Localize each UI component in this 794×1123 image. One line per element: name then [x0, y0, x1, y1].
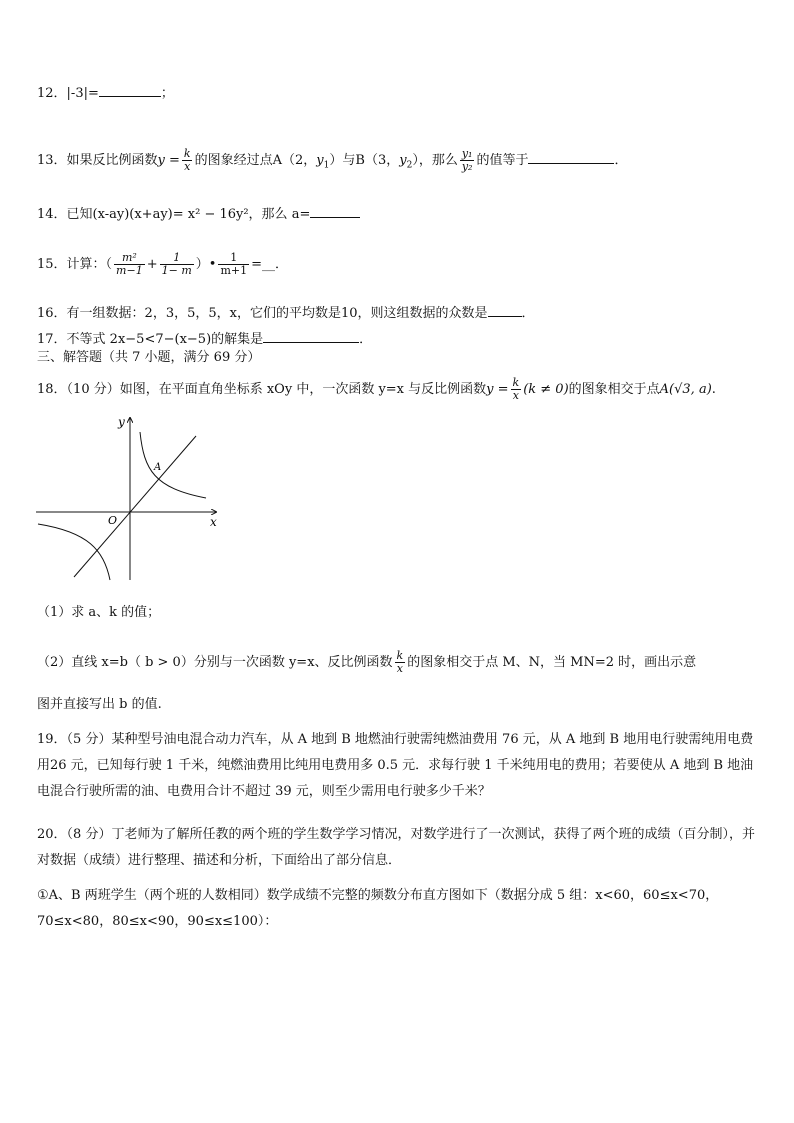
section-title: 三、解答题（共 7 小题，满分 69 分） — [37, 350, 261, 365]
q18-part2-text-a: （2）直线 x=b（ b > 0）分别与一次函数 y=x、反比例函数 — [37, 655, 393, 670]
q13-yeq: y = — [157, 153, 180, 168]
question-16 — [37, 303, 535, 323]
q15-plus: + — [146, 257, 158, 272]
question-18 — [37, 377, 716, 402]
q15-fraction-3 — [218, 252, 249, 277]
q20-item1-text: ①A、B 两班学生（两个班的人数相同）数学成绩不完整的频数分布直方图如下（数据分成 5 组：x<60，60≤x<70，70≤x<80，80≤x<90，90≤x≤100）： — [37, 888, 719, 929]
frac-num: k — [396, 649, 404, 662]
frac-num: 1 — [173, 251, 181, 264]
origin-label: O — [108, 514, 118, 527]
question-12 — [37, 83, 174, 103]
q18-text-b: 的图象相交于点 — [568, 382, 660, 397]
frac-den: x — [396, 662, 403, 675]
q15-text-b: ）• — [195, 257, 217, 272]
q17-tail: ． — [359, 332, 373, 347]
q18-end: . — [711, 382, 716, 397]
q13-end: ． — [614, 153, 628, 168]
q18-point: A(√3, a) — [659, 382, 712, 397]
answer-blank — [263, 329, 359, 343]
q15-text-a: 15．计算：（ — [37, 257, 113, 272]
q15-fraction-2 — [160, 252, 194, 277]
section-heading — [37, 349, 260, 367]
q12-tail: ； — [160, 86, 174, 101]
y-axis-label: y — [118, 415, 125, 429]
question-17 — [37, 329, 372, 349]
q13-y1: y — [316, 153, 324, 168]
q15-fraction-1 — [114, 252, 145, 277]
q17-text: 17．不等式 2x−5<7−(x−5)的解集是 — [37, 332, 264, 347]
q13-point-a: A（2， — [272, 153, 317, 168]
q16-text: 16．有一组数据：2，3，5，5，x，它们的平均数是10，则这组数据的众数是 — [37, 306, 488, 321]
frac-den: y₂ — [461, 160, 473, 173]
q13-y2: y — [399, 153, 407, 168]
question-20-item-1 — [37, 883, 759, 935]
frac-num: k — [512, 376, 520, 389]
answer-blank — [488, 303, 522, 317]
q18-part2-text-b: 的图象相交于点 M、N，当 MN=2 时，画出示意 — [407, 655, 697, 670]
q16-tail: ． — [521, 306, 535, 321]
frac-num: k — [183, 147, 191, 160]
hyperbola-branch-lower — [38, 524, 110, 580]
question-20 — [37, 822, 759, 874]
frac-num: m² — [121, 251, 137, 264]
frac-den: x — [512, 389, 519, 402]
question-19 — [37, 727, 759, 805]
q20-text: 20．（8 分）丁老师为了解所任教的两个班的学生数学学习情况，对数学进行了一次测试，获得了两个班的成绩（百分制），并对数据（成绩）进行整理、描述和分析，下面给出了部分信息． — [37, 827, 755, 868]
q12-text: 12．|-3|= — [37, 86, 99, 101]
q13-fraction-k-over-x — [182, 148, 193, 173]
q14-text: 14．已知(x-ay)(x+ay)= x² − 16y²，那么 a= — [37, 207, 311, 222]
q18-yeq: y = — [486, 382, 509, 397]
q13-point-b: B（3， — [355, 153, 400, 168]
q18-part1-text: （1）求 a、k 的值； — [37, 605, 161, 620]
frac-num: 1 — [230, 251, 238, 264]
frac-den: 1− m — [161, 264, 192, 277]
frac-num: y₁ — [461, 147, 473, 160]
q18-part2-text-c: 图并直接写出 b 的值. — [37, 697, 162, 712]
q13-text-a: 13．如果反比例函数 — [37, 153, 158, 168]
q18-part-2-cont — [37, 696, 162, 714]
q18-fraction-k-over-x — [511, 377, 522, 402]
x-axis-label: x — [210, 515, 217, 529]
q18-condition: (k ≠ 0) — [523, 382, 569, 397]
point-a-label: A — [154, 462, 162, 473]
frac-den: m+1 — [220, 264, 248, 277]
q18-part-1 — [37, 604, 160, 622]
linear-function-line — [74, 436, 196, 577]
q18-part2-fraction — [395, 650, 406, 675]
q18-part-2 — [37, 650, 696, 675]
question-13: 13．如果反比例函数y = $\frac{k}{x}$ 的图象经过点A（2，$y_1$）与B（3，$y_2$），那么 $\frac{\text{y₁}}{\text{y₂}}$ 的值等于 ． — [37, 147, 628, 173]
function-graph — [36, 412, 222, 584]
q13-fraction-y1-over-y2 — [460, 148, 475, 173]
q19-text: 19．（5 分）某种型号油电混合动力汽车，从 A 地到 B 地燃油行驶需纯燃油费用 76 元，从 A 地到 B 地用电行驶需纯用电费用26 元，已知每行驶 1 千米，纯燃油费用比纯用电费用多 0.5 元．求每行驶 1 千米纯用电的费用；若要使从 A 地到 B 地油电混合行驶所需的油、电费用合计不超过 39 元，则至少需用电行驶多少千米？ — [37, 732, 754, 799]
answer-blank — [528, 150, 614, 164]
q15-text-c: =__． — [251, 257, 288, 272]
q18-text-a: 18．（10 分）如图，在平面直角坐标系 xOy 中，一次函数 y=x 与反比例函数 — [37, 382, 487, 397]
q13-text-c: ）与 — [329, 153, 356, 168]
q13-text-d: ），那么 — [412, 153, 458, 168]
question-15 — [37, 252, 288, 277]
answer-blank — [99, 83, 161, 97]
hyperbola-branch-upper — [140, 432, 206, 498]
q13-text-e: 的值等于 — [476, 153, 529, 168]
frac-den: x — [184, 160, 191, 173]
question-14 — [37, 204, 360, 224]
frac-den: m−1 — [116, 264, 143, 277]
answer-blank — [310, 204, 360, 218]
q13-text-b: 的图象经过点 — [194, 153, 273, 168]
